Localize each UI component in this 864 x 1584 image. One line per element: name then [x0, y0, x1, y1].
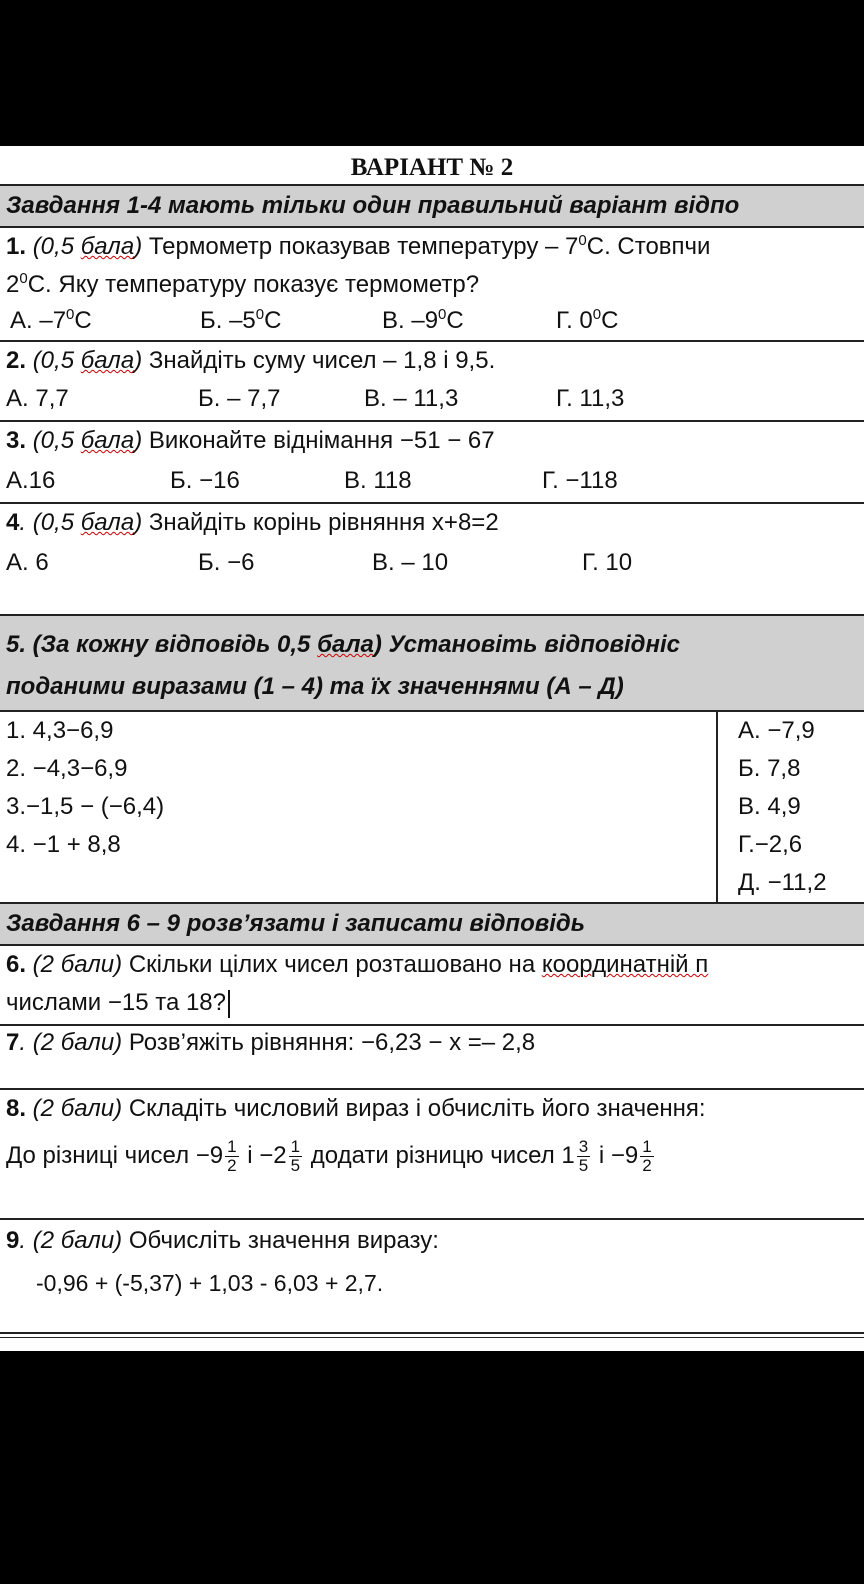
q5-left-item: 3.−1,5 − (−6,4)	[6, 793, 165, 820]
q1-text: Термометр показував температуру – 7	[142, 233, 579, 260]
q5-right-item: Д. −11,2	[738, 869, 827, 896]
q4-option-a[interactable]: А. 6	[6, 549, 49, 576]
q6-line2: числами −15 та 18?	[6, 988, 230, 1018]
question-6	[0, 946, 864, 1024]
q4-points: . (0,5 бала)	[19, 509, 143, 536]
q3-option-b[interactable]: Б. −16	[170, 467, 240, 494]
q2-line1: 2. (0,5 бала) Знайдіть суму чисел – 1,8 і 9,5.	[6, 347, 496, 374]
fraction: $\frac{1}{5}$	[290, 1137, 301, 1176]
question-9	[0, 1220, 864, 1330]
question-4	[0, 504, 864, 614]
q4-option-d[interactable]: Г. 10	[582, 549, 633, 576]
q3-points: (0,5 бала)	[32, 427, 143, 454]
fraction: $\frac{3}{5}$	[578, 1137, 589, 1176]
q1-number: 1.	[6, 233, 27, 260]
q5-right-item: В. 4,9	[738, 793, 801, 820]
q1-line2: $2^0С$. Яку температуру показує термометр?	[6, 270, 480, 298]
q1-text-b: С. Стовпчи	[586, 233, 711, 260]
q1-points: (0,5 бала)	[32, 233, 143, 260]
divider	[0, 1332, 864, 1334]
q5-right-item: А. −7,9	[738, 717, 815, 744]
q1-line1	[6, 232, 710, 262]
q2-option-b[interactable]: Б. – 7,7	[198, 385, 281, 412]
title-row	[0, 146, 864, 186]
q2-points: (0,5 бала)	[32, 347, 143, 374]
q4-text: Знайдіть корінь рівняння х+8=2	[142, 509, 499, 536]
section2-header	[0, 904, 864, 944]
q6-line1: 6. (2 бали) Скільки цілих чисел розташовано на координатній п	[6, 951, 709, 978]
q3-text: Виконайте віднімання −51 − 67	[142, 427, 495, 454]
q9-expression: -0,96 + (-5,37) + 1,03 - 6,03 + 2,7.	[36, 1270, 384, 1296]
q5-left-item: 1. 4,3−6,9	[6, 717, 114, 744]
q3-option-c[interactable]: В. 118	[344, 467, 412, 494]
q3-option-a[interactable]: А.16	[6, 467, 56, 494]
text-cursor	[228, 990, 230, 1018]
page-title: ВАРІАНТ № 2	[350, 154, 514, 181]
fraction: $\frac{1}{2}$	[227, 1137, 237, 1176]
q2-option-c[interactable]: В. – 11,3	[364, 385, 459, 412]
question-7	[0, 1026, 864, 1088]
q5-right-item: Г.−2,6	[738, 831, 803, 858]
q5-right-item: Б. 7,8	[738, 755, 801, 782]
question-2	[0, 342, 864, 420]
q1-degree: 0	[578, 232, 587, 249]
divider	[0, 1337, 864, 1338]
section1-header-text: Завдання 1-4 мають тільки один правильний варіант відпо	[6, 192, 740, 219]
q5-left-item: 2. −4,3−6,9	[6, 755, 128, 782]
fraction: $\frac{1}{2}$	[642, 1137, 652, 1176]
q1-option-c[interactable]: В. $-9^0С$	[382, 306, 464, 334]
question-1	[0, 228, 864, 340]
q2-option-a[interactable]: А. 7,7	[6, 385, 69, 412]
section2-header-text: Завдання 6 – 9 розв’язати і записати відповідь	[6, 910, 585, 937]
q8-line2: До різниці чисел −9 $\frac{1}{2}$ і −2 $\frac{1}{5}$ додати різницю чисел 1 $\frac{3}{5}$ і −9 $\frac{1}{2}$	[6, 1137, 652, 1176]
q3-line1: 3. (0,5 бала) Виконайте віднімання −51 − 67	[6, 427, 495, 454]
q5-matching-table	[0, 712, 864, 902]
q2-text: Знайдіть суму чисел – 1,8 і 9,5.	[142, 347, 496, 374]
q1-option-a[interactable]: А. $-7^0С$	[10, 306, 92, 334]
q1-option-d[interactable]: Г. $0^0С$	[556, 306, 619, 334]
q8-line1: 8. (2 бали) Складіть числовий вираз і обчисліть його значення:	[6, 1095, 706, 1122]
q2-option-d[interactable]: Г. 11,3	[556, 385, 625, 412]
q7-line1: 7. (2 бали) Розв’яжіть рівняння: −6,23 − х =– 2,8	[6, 1029, 536, 1056]
worksheet	[0, 146, 864, 1351]
q4-option-c[interactable]: В. – 10	[372, 549, 449, 576]
column-divider	[716, 712, 718, 902]
q9-line1: 9. (2 бали) Обчисліть значення виразу:	[6, 1227, 439, 1254]
question-5-header	[0, 616, 864, 710]
q5-line2: поданими виразами (1 – 4) та їх значеннями (А – Д)	[6, 673, 624, 700]
q4-option-b[interactable]: Б. −6	[198, 549, 255, 576]
question-8	[0, 1090, 864, 1218]
question-3	[0, 422, 864, 502]
q4-line1: 4. (0,5 бала) Знайдіть корінь рівняння х+8=2	[6, 509, 499, 536]
q1-option-b[interactable]: Б. $-5^0С$	[200, 306, 282, 334]
section1-header	[0, 186, 864, 226]
q5-line1: 5. (За кожну відповідь 0,5 бала) Установіть відповідніс	[6, 631, 681, 658]
q5-left-item: 4. −1 + 8,8	[6, 831, 121, 858]
q3-option-d[interactable]: Г. −118	[542, 467, 618, 494]
